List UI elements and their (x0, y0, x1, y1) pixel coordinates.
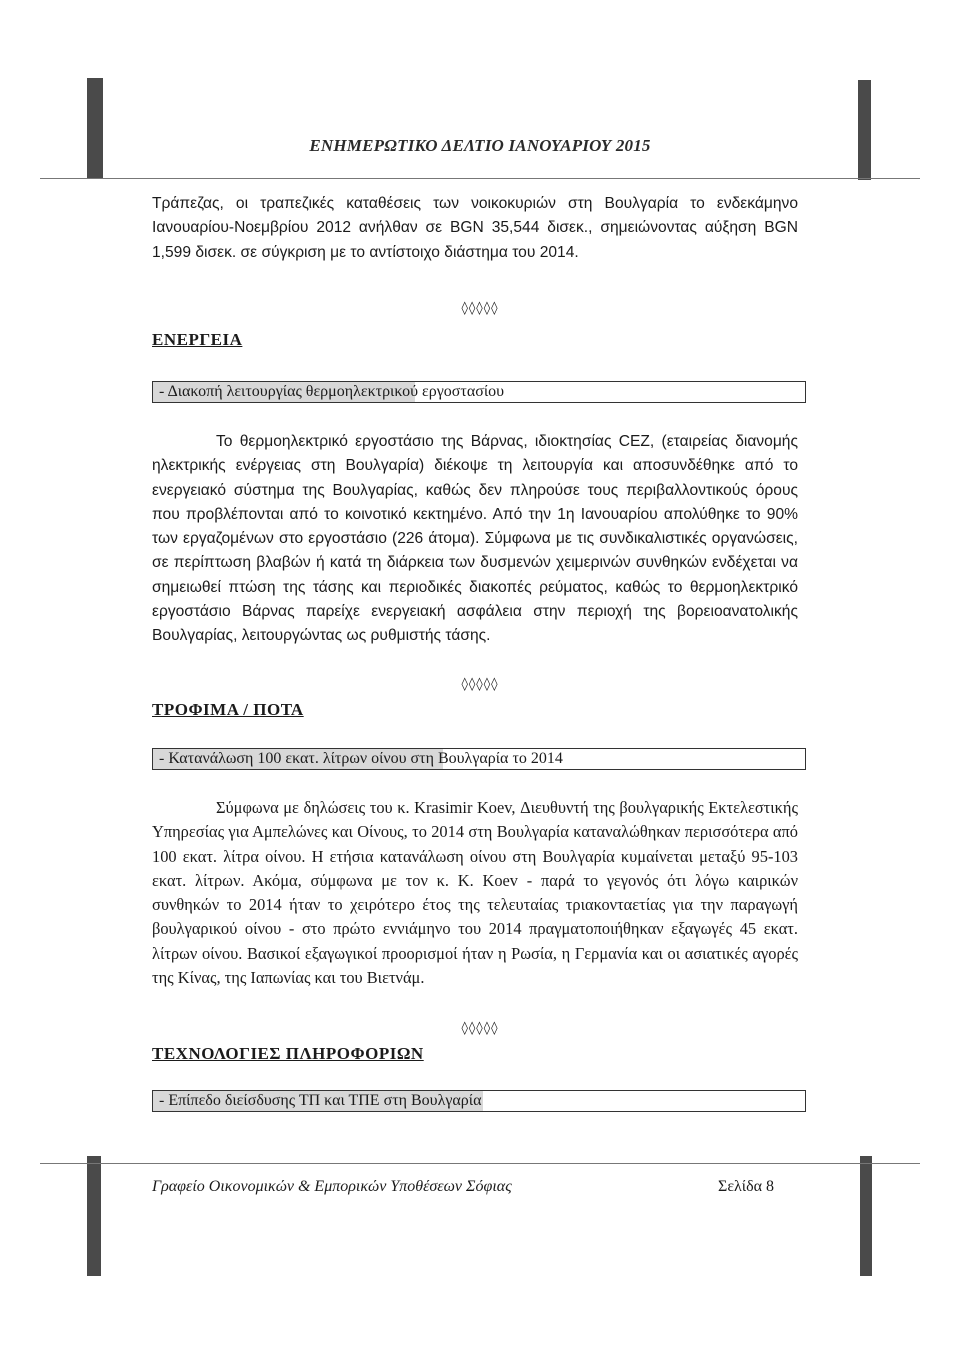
subheading-text-energy: - Διακοπή λειτουργίας θερμοηλεκτρικού εργοστασίου (159, 383, 505, 400)
section-separator: ◊◊◊◊◊ (461, 677, 499, 692)
footer-divider (40, 1163, 920, 1164)
page-header-title: ΕΝΗΜΕΡΩΤΙΚΟ ΔΕΛΤΙΟ ΙΑΝΟΥΑΡΙΟΥ 2015 (309, 136, 651, 155)
subheading-text-it: - Επίπεδο διείσδυσης ΤΠ και ΤΠΕ στη Βουλγαρία (159, 1092, 482, 1109)
section-separator: ◊◊◊◊◊ (461, 301, 499, 316)
scan-mark-top-right (858, 80, 871, 180)
subheading-box-food (152, 748, 806, 770)
scan-mark-top-left (87, 78, 103, 178)
section-title-energy: ΕΝΕΡΓΕΙΑ (152, 330, 243, 349)
header-divider (40, 178, 920, 179)
subheading-box-it (152, 1090, 806, 1112)
footer-page-number: Σελίδα 8 (718, 1178, 775, 1195)
footer-office: Γραφείο Οικονομικών & Εμπορικών Υποθέσεων Σόφιας (152, 1178, 512, 1195)
subheading-box-energy (152, 381, 806, 403)
scan-mark-bottom-left (87, 1156, 101, 1276)
body-paragraph-food: Σύμφωνα με δηλώσεις του κ. Krasimir Koev, Διευθυντή της βουλγαρικής Εκτελεστικής Υπηρεσίας για Αμπελώνες και Οίνους, το 2014 στη Βουλγαρία καταναλώθηκαν περισσότερα από 100 εκατ. λίτρα οίνου. Η ετήσια κατανάλωση οίνου στη Βουλγαρία κυμαίνεται μεταξύ 95-103 εκατ. λίτρων. Ακόμα, σύμφωνα με τον κ. Κ. Koev - παρά το γεγονός ότι λόγω καιρικών συνθηκών το 2014 ήταν το χειρότερο έτος της τελευταίας τριακονταετίας για την παραγωγή βουλγαρικού οίνου - στο πρώτο εννιάμηνο του 2014 πραγματοποιήθηκαν εξαγωγές 45 εκατ. λίτρων οίνου. Βασικοί εξαγωγικοί προορισμοί ήταν η Ρωσία, η Γερμανία και οι ασιατικές αγορές της Κίνας, της Ιαπωνίας και του Βιετνάμ. (152, 798, 798, 988)
section-separator: ◊◊◊◊◊ (461, 1021, 499, 1036)
subheading-text-food: - Κατανάλωση 100 εκατ. λίτρων οίνου στη Βουλγαρία το 2014 (159, 750, 563, 767)
scan-mark-bottom-right (860, 1156, 872, 1276)
body-paragraph-energy: Το θερμοηλεκτρικό εργοστάσιο της Βάρνας, ιδιοκτησίας CEZ, (εταιρείας διανομής ηλεκτρικής ενέργειας στη Βουλγαρία) διέκοψε τη λειτουργία και αποσυνδέθηκε από το ενεργειακό σύστημα της Βουλγαρίας, καθώς δεν πληρούσε τους περιβαλλοντικούς όρους που προβλέπονται από το κοινοτικό κεκτημένο. Από την 1η Ιανουαρίου απολύθηκε το 90% των εργαζομένων στο εργοστάσιο (226 άτομα). Σύμφωνα με τις συνδικαλιστικές οργανώσεις, σε περίπτωση βλαβών ή κατά τη διάρκεια των δυσμενών χειμερινών συνθηκών ενδέχεται να σημειωθεί πτώση της τάσης και περιοδικές διακοπές ρεύματος, καθώς το θερμοηλεκτρικό εργοστάσιο Βάρνας παρείχε ενεργειακή ασφάλεια στην περιοχή της βορειοανατολικής Βουλγαρίας, λειτουργώντας ως ρυθμιστής τάσης. (152, 433, 798, 645)
intro-paragraph: Τράπεζας, οι τραπεζικές καταθέσεις των νοικοκυριών στη Βουλγαρία το ενδεκάμηνο Ιανουαρίου-Νοεμβρίου 2012 ανήλθαν σε BGN 35,544 δισεκ., σημειώνοντας αύξηση BGN 1,599 δισεκ. σε σύγκριση με το αντίστοιχο διάστημα του 2014. (152, 195, 798, 261)
section-title-food: ΤΡΟΦΙΜΑ / ΠΟΤΑ (152, 700, 304, 719)
section-title-it: ΤΕΧΝΟΛΟΓΙΕΣ ΠΛΗΡΟΦΟΡΙΩΝ (152, 1044, 424, 1063)
